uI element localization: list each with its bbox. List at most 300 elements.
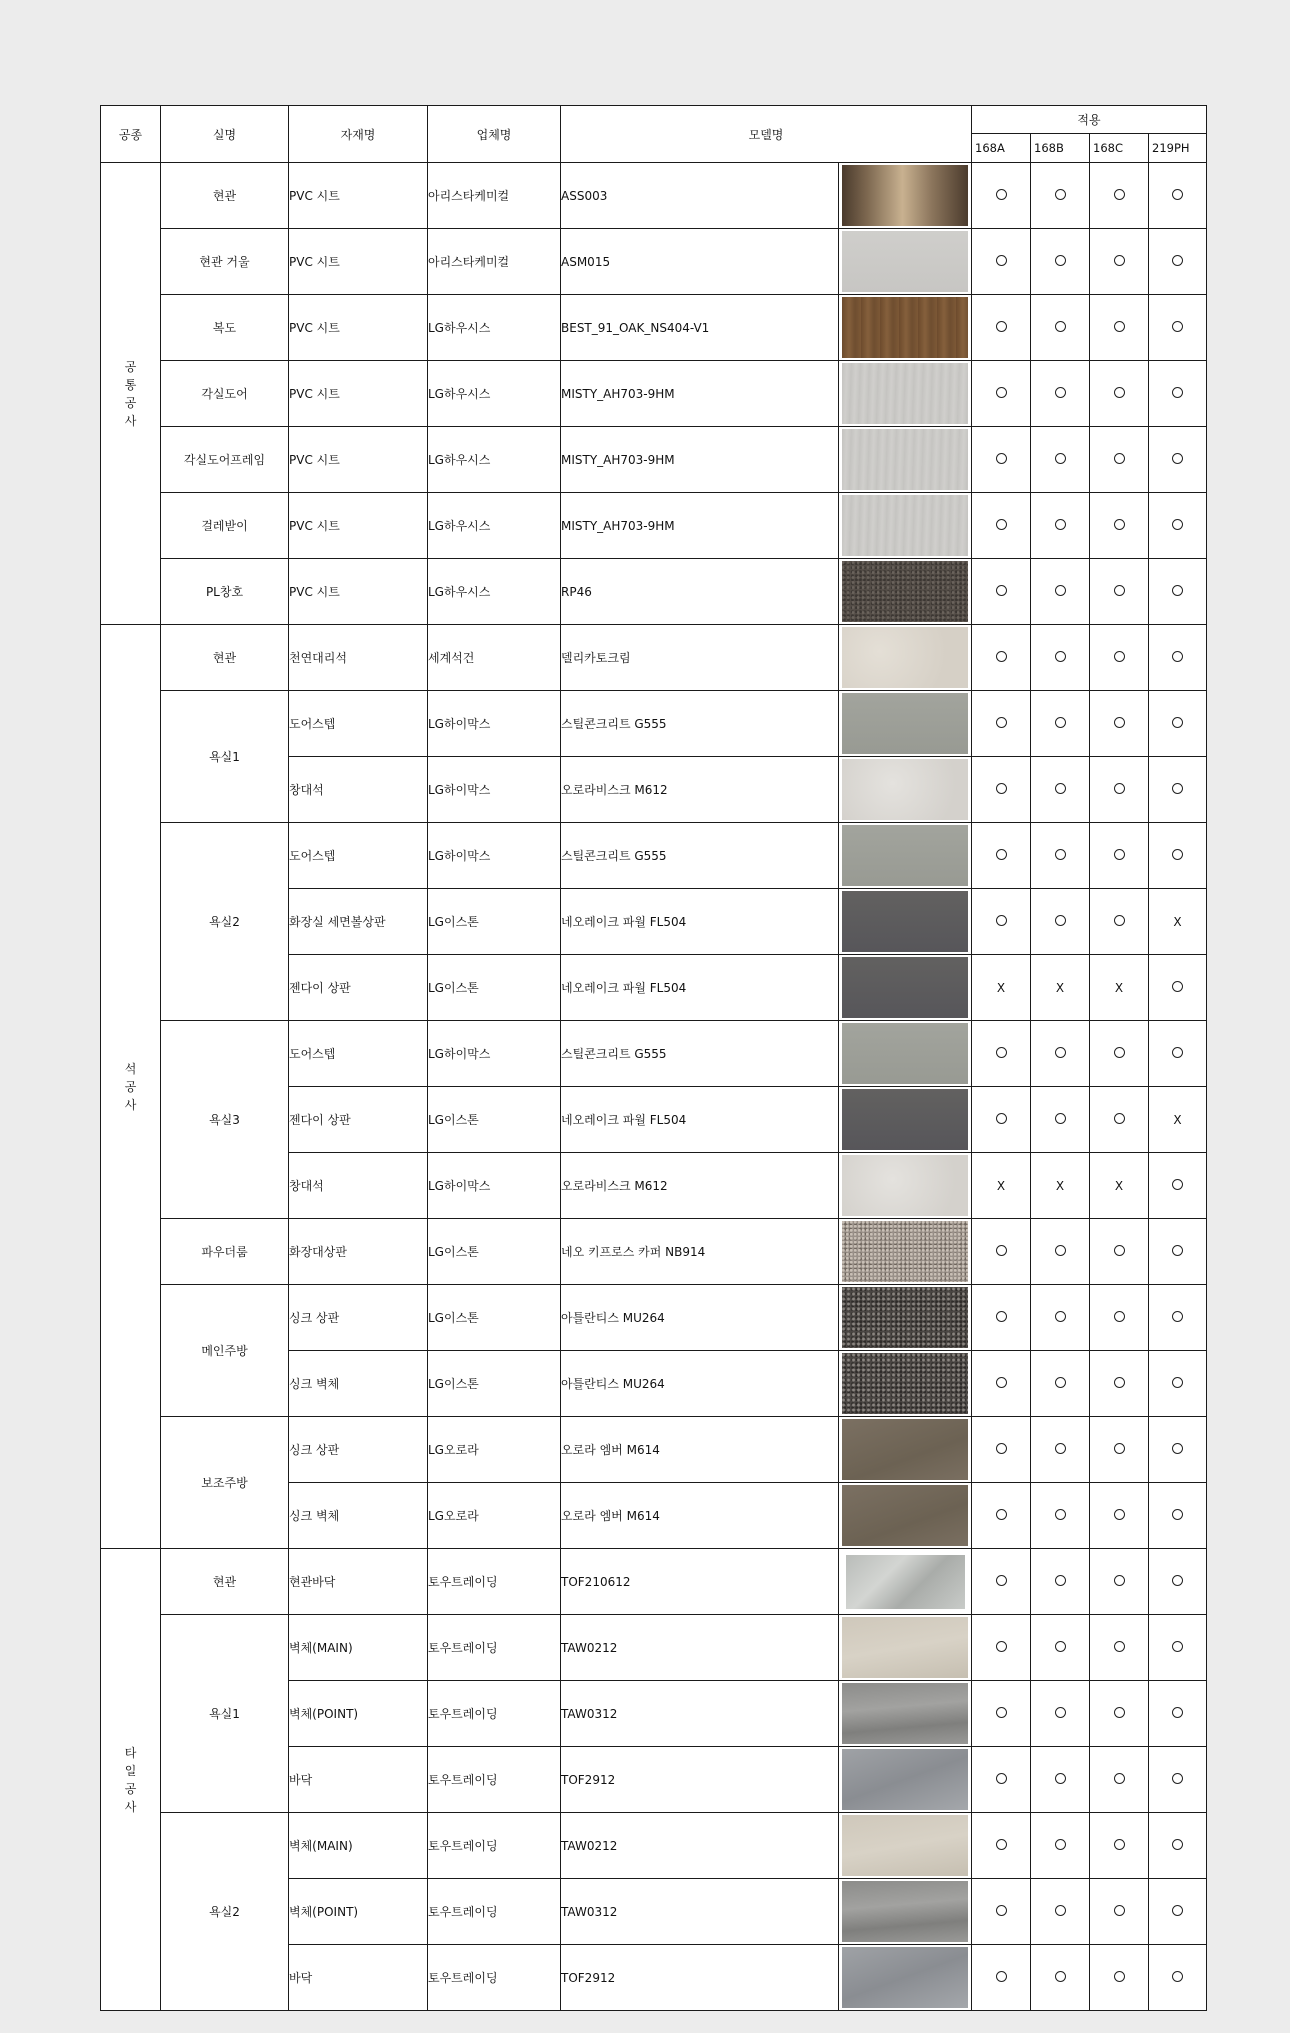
applied-circle-icon [996,255,1007,266]
model-name: TOF2912 [561,1945,839,2011]
applied-circle-icon [996,849,1007,860]
material-swatch-image [842,1683,968,1744]
applied-circle-icon [1114,189,1125,200]
apply-mark-168b [1031,889,1090,955]
applied-circle-icon [1055,1971,1066,1982]
apply-mark-168b [1031,625,1090,691]
apply-mark-168b [1031,427,1090,493]
swatch-cell [839,295,972,361]
apply-mark-219ph [1149,1351,1207,1417]
apply-mark-168c [1090,1681,1149,1747]
apply-mark-219ph [1149,823,1207,889]
material-name: PVC 시트 [289,229,428,295]
apply-mark-168a [972,427,1031,493]
apply-mark-219ph [1149,1021,1207,1087]
table-row [101,625,1207,691]
material-swatch-image [842,693,968,754]
swatch-cell [839,1945,972,2011]
table-row [101,1285,1207,1351]
apply-mark-168b [1031,823,1090,889]
swatch-cell [839,229,972,295]
applied-circle-icon [1055,189,1066,200]
applied-circle-icon [1172,255,1183,266]
applied-circle-icon [1114,585,1125,596]
swatch-cell [839,1219,972,1285]
applied-circle-icon [996,1707,1007,1718]
apply-mark-219ph [1149,229,1207,295]
material-swatch-image [842,1749,968,1810]
applied-circle-icon [1114,453,1125,464]
vendor-name: LG이스톤 [428,1219,561,1285]
apply-mark-168b [1031,1417,1090,1483]
vendor-name: LG하우시스 [428,427,561,493]
vendor-name: 세계석건 [428,625,561,691]
material-swatch-image [842,363,968,424]
applied-circle-icon [996,717,1007,728]
apply-mark-168c [1090,1945,1149,2011]
applied-circle-icon [1172,1575,1183,1586]
apply-mark-168c [1090,1351,1149,1417]
material-swatch-image [842,1881,968,1942]
apply-mark-219ph [1149,1879,1207,1945]
applied-circle-icon [1055,519,1066,530]
applied-circle-icon [996,1311,1007,1322]
apply-mark-219ph [1149,889,1207,955]
material-name: PVC 시트 [289,559,428,625]
apply-mark-168b [1031,1879,1090,1945]
material-swatch-image [842,957,968,1018]
applied-circle-icon [1055,1773,1066,1784]
header-room: 실명 [161,106,289,163]
apply-mark-168c [1090,1813,1149,1879]
material-swatch-image [842,1023,968,1084]
vendor-name: LG이스톤 [428,1351,561,1417]
vendor-name: LG하우시스 [428,361,561,427]
apply-mark-219ph [1149,427,1207,493]
apply-mark-168a [972,1021,1031,1087]
vendor-name: LG하우시스 [428,295,561,361]
apply-mark-168a [972,1087,1031,1153]
apply-mark-168b [1031,1483,1090,1549]
applied-circle-icon [1114,321,1125,332]
material-name: 싱크 벽체 [289,1351,428,1417]
applied-circle-icon [996,1839,1007,1850]
material-swatch-image [842,1353,968,1414]
applied-circle-icon [1114,387,1125,398]
not-applied-mark: X [1173,914,1182,929]
apply-mark-168c [1090,757,1149,823]
material-swatch-image [842,165,968,226]
model-name: RP46 [561,559,839,625]
swatch-cell [839,691,972,757]
apply-mark-168b [1031,1021,1090,1087]
apply-mark-219ph [1149,1087,1207,1153]
room-name: 욕실2 [161,1813,289,2011]
vendor-name: LG하이막스 [428,757,561,823]
table-row [101,823,1207,889]
applied-circle-icon [996,783,1007,794]
apply-mark-168b [1031,1219,1090,1285]
applied-circle-icon [996,585,1007,596]
applied-circle-icon [1172,321,1183,332]
apply-mark-219ph [1149,493,1207,559]
apply-mark-168b [1031,1087,1090,1153]
apply-mark-168a [972,1747,1031,1813]
apply-mark-168c [1090,625,1149,691]
applied-circle-icon [1055,1245,1066,1256]
apply-mark-168a [972,757,1031,823]
room-name: 각실도어 [161,361,289,427]
room-name: 욕실3 [161,1021,289,1219]
applied-circle-icon [1114,1509,1125,1520]
applied-circle-icon [1172,1971,1183,1982]
apply-mark-219ph [1149,163,1207,229]
vendor-name: 토우트레이딩 [428,1549,561,1615]
apply-mark-219ph [1149,1483,1207,1549]
material-swatch-image [842,825,968,886]
material-name: 벽체(POINT) [289,1681,428,1747]
apply-mark-168c [1090,1747,1149,1813]
applied-circle-icon [996,1509,1007,1520]
model-name: 네오레이크 파월 FL504 [561,889,839,955]
not-applied-mark: X [1114,1178,1124,1193]
room-name: 각실도어프레임 [161,427,289,493]
swatch-cell [839,1615,972,1681]
apply-mark-168b [1031,559,1090,625]
apply-mark-168b [1031,229,1090,295]
header-category: 공종 [101,106,161,163]
material-swatch-image [842,1485,968,1546]
apply-mark-168a [972,295,1031,361]
applied-circle-icon [996,1905,1007,1916]
room-name: 복도 [161,295,289,361]
material-swatch-image [842,1617,968,1678]
model-name: 스틸콘크리트 G555 [561,823,839,889]
material-name: 천연대리석 [289,625,428,691]
applied-circle-icon [996,519,1007,530]
vendor-name: 아리스타케미컬 [428,229,561,295]
applied-circle-icon [1172,1245,1183,1256]
apply-mark-219ph [1149,1285,1207,1351]
applied-circle-icon [996,651,1007,662]
apply-mark-219ph [1149,625,1207,691]
apply-mark-219ph [1149,1681,1207,1747]
room-name: 현관 [161,163,289,229]
applied-circle-icon [1055,1575,1066,1586]
material-swatch-image [842,297,968,358]
material-name: 도어스텝 [289,691,428,757]
applied-circle-icon [1055,255,1066,266]
applied-circle-icon [1114,1113,1125,1124]
model-name: 네오 키프로스 카퍼 NB914 [561,1219,839,1285]
model-name: 오로라비스크 M612 [561,1153,839,1219]
apply-mark-168a [972,955,1031,1021]
apply-mark-168b [1031,295,1090,361]
apply-mark-168b [1031,1285,1090,1351]
header-unit-219ph: 219PH [1149,134,1207,163]
model-name: BEST_91_OAK_NS404-V1 [561,295,839,361]
apply-mark-219ph [1149,1219,1207,1285]
vendor-name: LG하이막스 [428,1153,561,1219]
model-name: TAW0312 [561,1681,839,1747]
material-swatch-image [842,1221,968,1282]
applied-circle-icon [996,1773,1007,1784]
material-swatch-image [842,495,968,556]
category-tile: 타 일 공 사 [101,1549,161,2011]
apply-mark-219ph [1149,295,1207,361]
header-unit-168c: 168C [1090,134,1149,163]
material-name: 화장대상판 [289,1219,428,1285]
apply-mark-168b [1031,1681,1090,1747]
apply-mark-168a [972,1813,1031,1879]
swatch-cell [839,1813,972,1879]
applied-circle-icon [1055,1839,1066,1850]
apply-mark-219ph [1149,361,1207,427]
applied-circle-icon [1055,1509,1066,1520]
model-name: MISTY_AH703-9HM [561,361,839,427]
material-swatch-image [842,1419,968,1480]
model-name: 스틸콘크리트 G555 [561,1021,839,1087]
apply-mark-168a [972,361,1031,427]
not-applied-mark: X [1055,1178,1065,1193]
swatch-cell [839,493,972,559]
apply-mark-168c [1090,1087,1149,1153]
vendor-name: LG하우시스 [428,559,561,625]
table-row [101,1813,1207,1879]
applied-circle-icon [1055,783,1066,794]
applied-circle-icon [1055,849,1066,860]
apply-mark-168b [1031,757,1090,823]
apply-mark-168a [972,823,1031,889]
apply-mark-219ph [1149,1615,1207,1681]
material-name: 바닥 [289,1747,428,1813]
applied-circle-icon [996,189,1007,200]
swatch-cell [839,757,972,823]
vendor-name: LG이스톤 [428,1285,561,1351]
table-row [101,1615,1207,1681]
applied-circle-icon [1055,1377,1066,1388]
swatch-cell [839,823,972,889]
material-swatch-image [842,627,968,688]
vendor-name: LG오로라 [428,1417,561,1483]
material-swatch-image [842,429,968,490]
apply-mark-219ph [1149,1945,1207,2011]
applied-circle-icon [1172,453,1183,464]
applied-circle-icon [1114,1707,1125,1718]
applied-circle-icon [996,321,1007,332]
apply-mark-168a [972,691,1031,757]
material-name: 바닥 [289,1945,428,2011]
apply-mark-168a [972,1417,1031,1483]
material-name: PVC 시트 [289,427,428,493]
applied-circle-icon [1114,915,1125,926]
material-name: 도어스텝 [289,1021,428,1087]
apply-mark-168b [1031,361,1090,427]
table-row [101,229,1207,295]
apply-mark-168c [1090,493,1149,559]
vendor-name: 토우트레이딩 [428,1879,561,1945]
apply-mark-219ph [1149,1747,1207,1813]
model-name: 아틀란티스 MU264 [561,1285,839,1351]
applied-circle-icon [1172,1905,1183,1916]
applied-circle-icon [1055,1443,1066,1454]
vendor-name: LG이스톤 [428,1087,561,1153]
applied-circle-icon [1172,1641,1183,1652]
apply-mark-168c [1090,295,1149,361]
apply-mark-168c [1090,361,1149,427]
applied-circle-icon [1172,717,1183,728]
room-name: 욕실1 [161,1615,289,1813]
swatch-cell [839,1417,972,1483]
applied-circle-icon [1055,1641,1066,1652]
applied-circle-icon [1114,255,1125,266]
applied-circle-icon [1114,1905,1125,1916]
model-name: TAW0212 [561,1813,839,1879]
applied-circle-icon [1114,1773,1125,1784]
header-unit-168b: 168B [1031,134,1090,163]
material-swatch-image [842,759,968,820]
applied-circle-icon [1172,1311,1183,1322]
material-name: 창대석 [289,1153,428,1219]
applied-circle-icon [1114,1971,1125,1982]
apply-mark-168a [972,1879,1031,1945]
room-name: 메인주방 [161,1285,289,1417]
applied-circle-icon [1114,1377,1125,1388]
model-name: MISTY_AH703-9HM [561,493,839,559]
applied-circle-icon [996,1047,1007,1058]
material-name: 벽체(MAIN) [289,1813,428,1879]
table-row [101,295,1207,361]
vendor-name: LG이스톤 [428,955,561,1021]
swatch-cell [839,1153,972,1219]
swatch-cell [839,889,972,955]
not-applied-mark: X [1114,980,1124,995]
material-name: PVC 시트 [289,493,428,559]
model-name: ASS003 [561,163,839,229]
applied-circle-icon [1055,453,1066,464]
apply-mark-168b [1031,493,1090,559]
applied-circle-icon [1114,849,1125,860]
model-name: 오로라 엠버 M614 [561,1417,839,1483]
not-applied-mark: X [1173,1112,1182,1127]
applied-circle-icon [1055,585,1066,596]
vendor-name: 토우트레이딩 [428,1681,561,1747]
apply-mark-168c [1090,163,1149,229]
applied-circle-icon [1172,1707,1183,1718]
header-apply: 적용 [972,106,1207,134]
apply-mark-219ph [1149,955,1207,1021]
applied-circle-icon [996,387,1007,398]
apply-mark-219ph [1149,1813,1207,1879]
applied-circle-icon [1114,783,1125,794]
material-spec-table [100,105,1207,2011]
swatch-cell [839,1021,972,1087]
table-row [101,559,1207,625]
swatch-cell [839,427,972,493]
apply-mark-168b [1031,1615,1090,1681]
room-name: PL창호 [161,559,289,625]
apply-mark-168a [972,1549,1031,1615]
applied-circle-icon [1172,783,1183,794]
table-row [101,361,1207,427]
model-name: 네오레이크 파월 FL504 [561,1087,839,1153]
material-name: 도어스텝 [289,823,428,889]
apply-mark-168b [1031,1153,1090,1219]
applied-circle-icon [1114,1575,1125,1586]
apply-mark-168a [972,1351,1031,1417]
applied-circle-icon [1172,1179,1183,1190]
apply-mark-219ph [1149,1153,1207,1219]
applied-circle-icon [1055,915,1066,926]
vendor-name: 아리스타케미컬 [428,163,561,229]
model-name: 아틀란티스 MU264 [561,1351,839,1417]
applied-circle-icon [996,1575,1007,1586]
apply-mark-168c [1090,1021,1149,1087]
apply-mark-168b [1031,1813,1090,1879]
table-row [101,691,1207,757]
apply-mark-168a [972,889,1031,955]
model-name: 오로라비스크 M612 [561,757,839,823]
room-name: 욕실2 [161,823,289,1021]
applied-circle-icon [1055,387,1066,398]
apply-mark-168c [1090,229,1149,295]
applied-circle-icon [1055,1311,1066,1322]
apply-mark-168c [1090,691,1149,757]
apply-mark-168b [1031,1351,1090,1417]
table-row [101,1219,1207,1285]
model-name: 스틸콘크리트 G555 [561,691,839,757]
material-name: 젠다이 상판 [289,1087,428,1153]
applied-circle-icon [996,1377,1007,1388]
model-name: ASM015 [561,229,839,295]
apply-mark-168b [1031,691,1090,757]
applied-circle-icon [1114,1641,1125,1652]
swatch-cell [839,1681,972,1747]
header-model: 모델명 [561,106,972,163]
applied-circle-icon [996,1245,1007,1256]
apply-mark-168a [972,163,1031,229]
material-name: 화장실 세면볼상판 [289,889,428,955]
applied-circle-icon [1172,189,1183,200]
swatch-cell [839,559,972,625]
header-unit-168a: 168A [972,134,1031,163]
vendor-name: LG하이막스 [428,823,561,889]
room-name: 욕실1 [161,691,289,823]
material-name: 싱크 상판 [289,1417,428,1483]
header-material: 자재명 [289,106,428,163]
swatch-cell [839,1549,972,1615]
applied-circle-icon [1055,1047,1066,1058]
apply-mark-168c [1090,559,1149,625]
apply-mark-168a [972,1153,1031,1219]
material-name: 창대석 [289,757,428,823]
swatch-cell [839,1879,972,1945]
material-swatch-image [842,561,968,622]
room-name: 현관 거울 [161,229,289,295]
room-name: 현관 [161,625,289,691]
vendor-name: LG이스톤 [428,889,561,955]
material-swatch-image [846,1555,965,1609]
material-swatch-image [842,891,968,952]
material-swatch-image [842,1815,968,1876]
table-row [101,163,1207,229]
table-row [101,427,1207,493]
apply-mark-168c [1090,1483,1149,1549]
category-common: 공 통 공 사 [101,163,161,625]
vendor-name: 토우트레이딩 [428,1747,561,1813]
apply-mark-168c [1090,1153,1149,1219]
material-swatch-image [842,231,968,292]
